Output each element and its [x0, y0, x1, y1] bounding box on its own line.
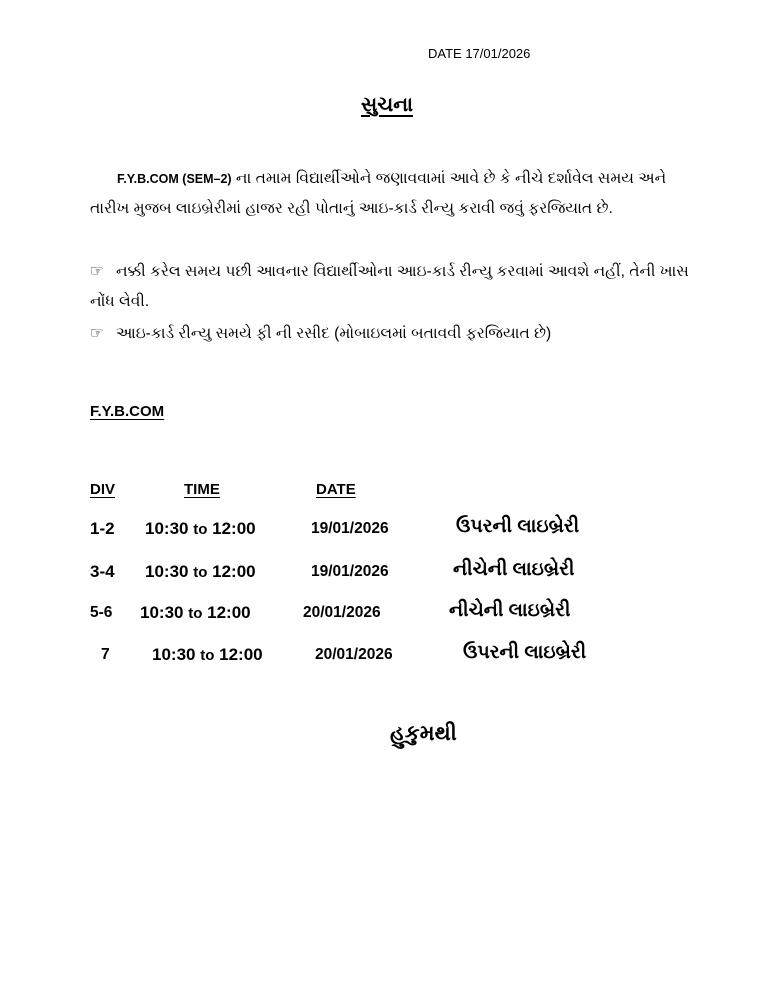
row-date: 19/01/2026 — [311, 563, 389, 580]
row-div: 3-4 — [90, 562, 115, 581]
row-date: 20/01/2026 — [315, 646, 393, 663]
row-location: ઉપરની લાઇબ્રેરી — [456, 516, 580, 537]
pointing-hand-icon: ☞ — [90, 324, 104, 342]
notice-paragraph — [90, 164, 690, 224]
bullet-item — [90, 256, 690, 317]
row-div: 7 — [101, 646, 110, 663]
column-header-time: TIME — [184, 481, 220, 498]
notice-date: DATE 17/01/2026 — [428, 46, 531, 61]
bullet-text: નક્કી કરેલ સમય પછી આવનાર વિદ્યાર્થીઓના આઇ-કાર્ડ રીન્યુ કરવામાં આવશે નહીં, તેની ખાસ નોંધ લેવી. — [90, 263, 689, 310]
column-header-div: DIV — [90, 481, 116, 498]
row-date: 19/01/2026 — [311, 520, 389, 537]
section-heading: F.Y.B.COM — [90, 403, 165, 420]
row-time: 10:30 to 12:00 — [145, 562, 256, 581]
course-code: F.Y.B.COM (SEM–2) — [117, 172, 232, 186]
signature-text: હુકુમથી — [390, 722, 457, 745]
row-location: ઉપરની લાઇબ્રેરી — [463, 642, 587, 663]
row-time: 10:30 to 12:00 — [152, 645, 263, 664]
row-time: 10:30 to 12:00 — [140, 603, 251, 622]
bullet-item — [90, 318, 690, 349]
page-title: સુચના — [361, 94, 413, 116]
row-location: નીચેની લાઇબ્રેરી — [453, 559, 575, 580]
row-location: નીચેની લાઇબ્રેરી — [449, 600, 571, 621]
notice-body: ના તમામ વિદ્યાર્થીઓને જણાવવામાં આવે છે કે નીચે દર્શાવેલ સમય અને તારીખ મુજબ લાઇબ્રેરીમાં હાજર રહી પોતાનું આઇ-કાર્ડ રીન્યુ કરાવી જવું ફરજિયાત છે. — [90, 170, 667, 217]
row-time: 10:30 to 12:00 — [145, 519, 256, 538]
row-date: 20/01/2026 — [303, 604, 381, 621]
pointing-hand-icon: ☞ — [90, 262, 104, 280]
bullet-text: આઇ-કાર્ડ રીન્યુ સમયે ફી ની રસીદ (મોબાઇલમાં બતાવવી ફરજિયાત છે) — [116, 325, 552, 342]
column-header-date: DATE — [316, 481, 356, 498]
row-div: 1-2 — [90, 519, 115, 538]
row-div: 5-6 — [90, 604, 113, 621]
